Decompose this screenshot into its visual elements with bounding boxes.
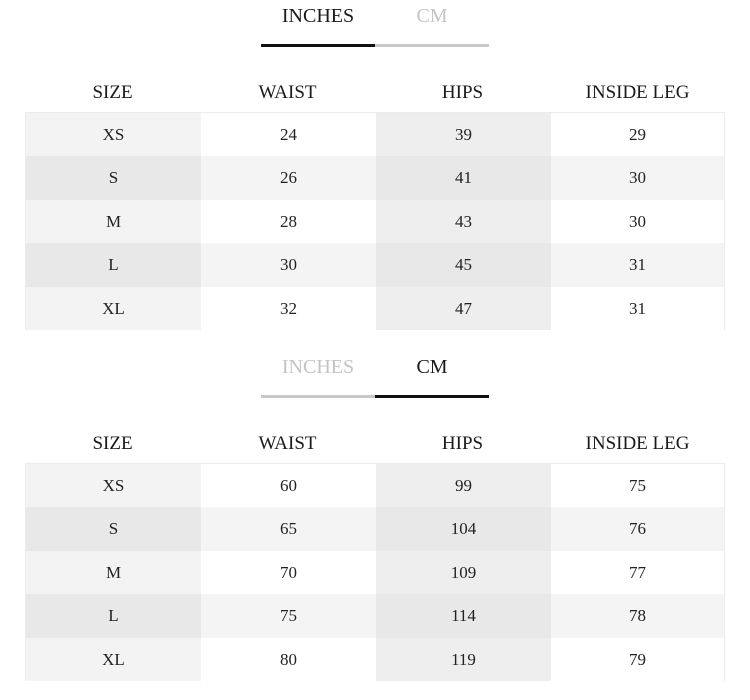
size-cell: S [26, 507, 201, 550]
table-row [26, 200, 724, 243]
table-row [26, 243, 724, 286]
size-cell: XL [26, 287, 201, 330]
inside-leg-cell: 77 [551, 551, 724, 594]
hips-cell: 43 [376, 200, 551, 243]
size-chart-cm-panel [0, 351, 750, 691]
size-cell: L [26, 594, 201, 637]
size-cell: XL [26, 638, 201, 681]
size-table-cm [25, 463, 725, 681]
size-cell: L [26, 243, 201, 286]
hips-cell: 45 [376, 243, 551, 286]
size-cell: M [26, 551, 201, 594]
waist-cell: 24 [201, 113, 376, 156]
size-cell: XS [26, 113, 201, 156]
inside-leg-cell: 29 [551, 113, 724, 156]
tab-inches[interactable] [261, 351, 375, 399]
table-header-row [25, 81, 725, 105]
waist-cell: 30 [201, 243, 376, 286]
hips-cell: 47 [376, 287, 551, 330]
header-size: SIZE [92, 433, 133, 454]
inside-leg-cell: 30 [551, 156, 724, 199]
inside-leg-cell: 79 [551, 638, 724, 681]
tab-inches-label: INCHES [281, 356, 355, 378]
inside-leg-cell: 31 [551, 287, 724, 330]
waist-cell: 75 [201, 594, 376, 637]
waist-cell: 70 [201, 551, 376, 594]
hips-cell: 39 [376, 113, 551, 156]
size-chart-inches-panel [0, 0, 750, 335]
header-size: SIZE [92, 82, 133, 103]
header-inside-leg: INSIDE LEG [585, 82, 690, 103]
hips-cell: 114 [376, 594, 551, 637]
size-cell: M [26, 200, 201, 243]
hips-cell: 99 [376, 464, 551, 507]
tab-inches-underline [261, 44, 375, 47]
inside-leg-cell: 78 [551, 594, 724, 637]
tab-cm[interactable] [375, 351, 489, 399]
header-inside-leg: INSIDE LEG [585, 433, 690, 454]
tab-cm[interactable] [375, 0, 489, 48]
size-table-inches [25, 112, 725, 330]
tab-cm-underline [375, 395, 489, 398]
waist-cell: 60 [201, 464, 376, 507]
tab-inches-underline [261, 395, 375, 398]
size-cell: S [26, 156, 201, 199]
header-waist: WAIST [258, 82, 317, 103]
tab-inches[interactable] [261, 0, 375, 48]
table-row [26, 594, 724, 637]
tab-cm-label: CM [416, 5, 448, 27]
waist-cell: 65 [201, 507, 376, 550]
unit-tabs [261, 0, 489, 48]
hips-cell: 41 [376, 156, 551, 199]
inside-leg-cell: 31 [551, 243, 724, 286]
table-row [26, 638, 724, 681]
size-cell: XS [26, 464, 201, 507]
table-row [26, 551, 724, 594]
tab-cm-underline [375, 44, 489, 47]
unit-tabs [261, 351, 489, 399]
waist-cell: 32 [201, 287, 376, 330]
tab-cm-label: CM [416, 356, 448, 378]
hips-cell: 109 [376, 551, 551, 594]
inside-leg-cell: 75 [551, 464, 724, 507]
hips-cell: 119 [376, 638, 551, 681]
table-header-row [25, 432, 725, 456]
hips-cell: 104 [376, 507, 551, 550]
header-hips: HIPS [441, 82, 484, 103]
table-row [26, 464, 724, 507]
table-row [26, 156, 724, 199]
header-hips: HIPS [441, 433, 484, 454]
table-row [26, 113, 724, 156]
header-waist: WAIST [258, 433, 317, 454]
waist-cell: 26 [201, 156, 376, 199]
inside-leg-cell: 76 [551, 507, 724, 550]
table-row [26, 507, 724, 550]
inside-leg-cell: 30 [551, 200, 724, 243]
tab-inches-label: INCHES [281, 5, 355, 27]
table-row [26, 287, 724, 330]
waist-cell: 80 [201, 638, 376, 681]
waist-cell: 28 [201, 200, 376, 243]
